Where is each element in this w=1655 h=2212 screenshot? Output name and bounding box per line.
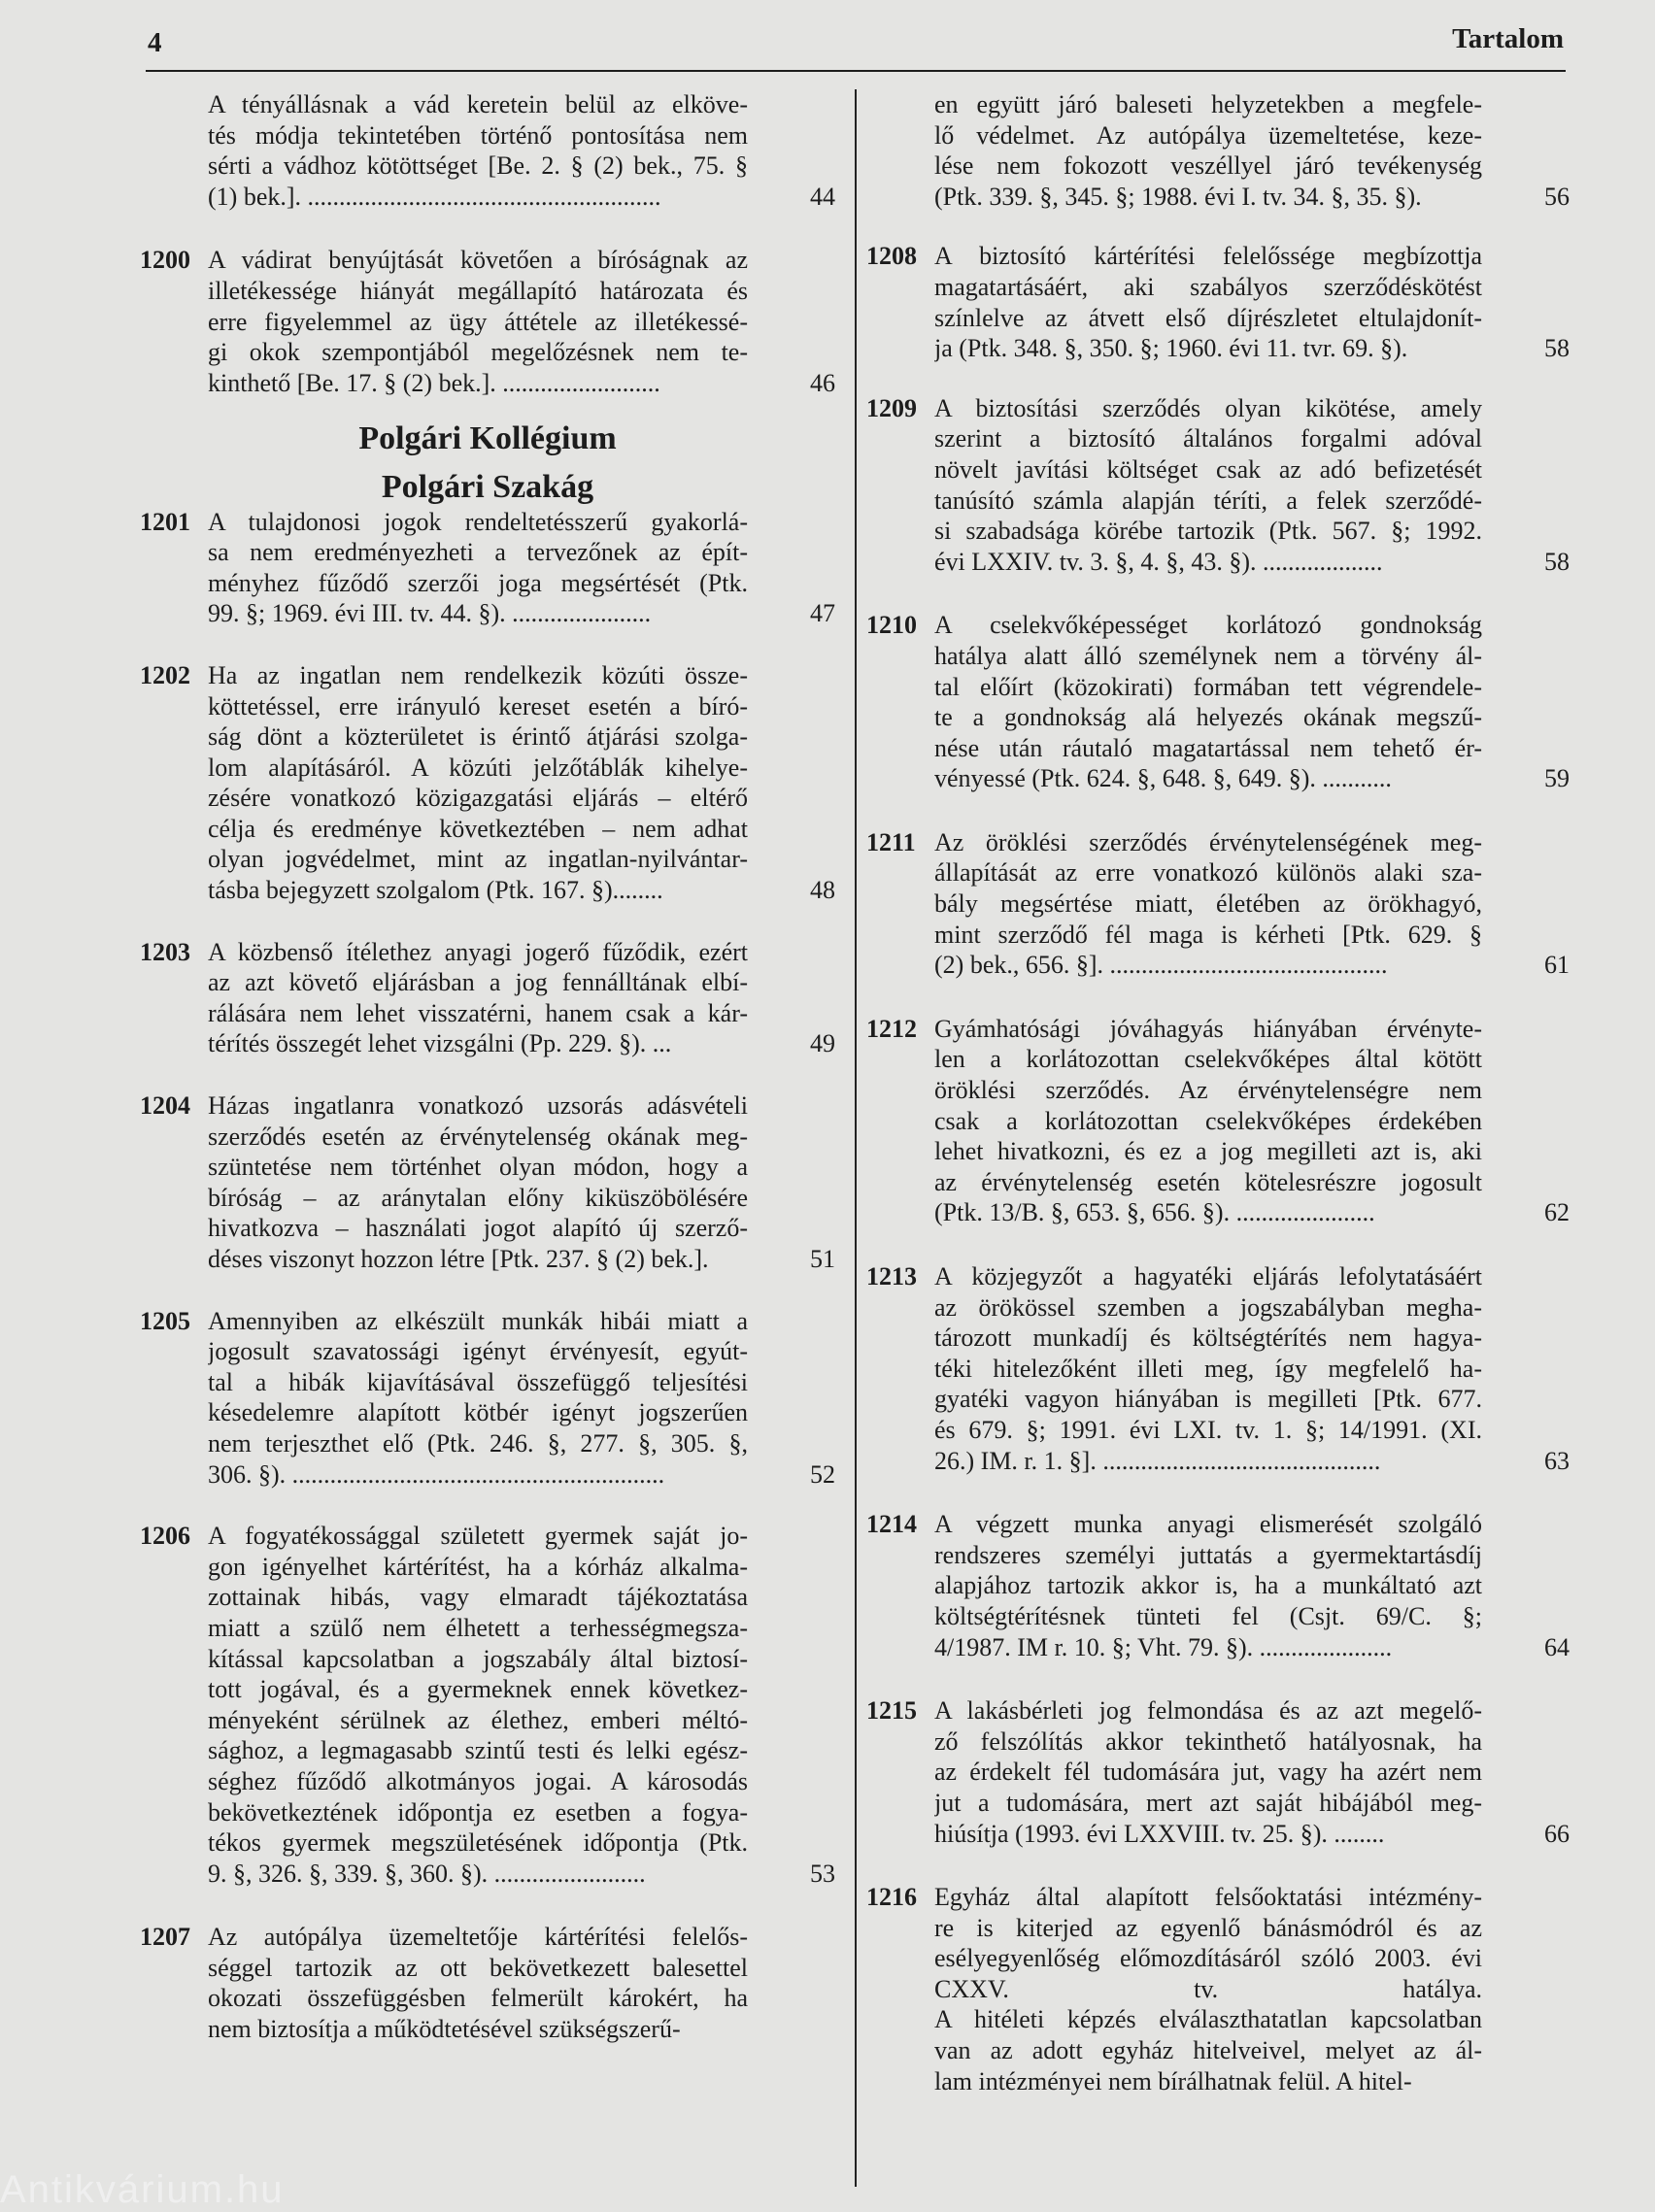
entry-line: Házas ingatlanra vonatkozó uzsorás adásvételi — [208, 1091, 748, 1121]
entry-line: en együtt járó baleseti helyzetekben a megfele- — [934, 90, 1482, 118]
entry-line: gon igényelhet kártérítést, ha a kórház alkalma- — [208, 1552, 748, 1581]
entry-text — [934, 1509, 1482, 1662]
entry-line: A végzett munka anyagi elismerését szolgáló — [934, 1510, 1482, 1539]
entry-number: 1202 — [140, 660, 190, 689]
entry-page-number: 66 — [1544, 1819, 1570, 1848]
entry-line: zottainak hibás, vagy elmaradt tájékoztatása — [208, 1583, 748, 1612]
entry-page-number: 53 — [810, 1859, 835, 1888]
entry-line: alapjához tartozik akkor is, ha a munkáltató azt — [934, 1571, 1482, 1600]
toc-entry — [866, 1695, 1570, 1849]
entry-line: (Ptk. 339. §, 345. §; 1988. évi I. tv. 34. §, 35. §). — [934, 182, 1422, 211]
toc-entry — [866, 89, 1570, 212]
entry-line: sághoz, a legmagasabb szintű testi és lelki egész- — [208, 1736, 748, 1765]
running-title: Tartalom — [1452, 23, 1564, 54]
entry-text — [934, 1261, 1482, 1476]
entry-number: 1205 — [140, 1306, 190, 1335]
entry-line: tanúsító számla alapján téríti, a felek szerződé- — [934, 486, 1482, 515]
entry-line: sérti a vádhoz kötöttséget [Be. 2. § (2) bek., 75. § — [208, 151, 748, 181]
entry-line: ményhez fűződő szerzői joga megsértését (Ptk. — [208, 568, 748, 597]
entry-text — [934, 1882, 1482, 2096]
entry-number: 1216 — [866, 1883, 917, 1912]
toc-entry — [866, 241, 1570, 363]
page-number: 4 — [148, 27, 162, 58]
entry-line: kítással kapcsolatban a jogszabály által biztosí- — [208, 1644, 748, 1673]
entry-line: téki hitelezőként illeti meg, így megfelelő ha- — [934, 1354, 1482, 1383]
entry-line: lam intézményei nem bírálhatnak felül. A hitel- — [934, 2066, 1412, 2095]
entry-line: esélyegyenlőség előmozdításáról szóló 2003. évi — [934, 1944, 1482, 1973]
entry-text — [208, 1090, 748, 1275]
entry-line: gi okok szempontjából megelőzésnek nem te- — [208, 338, 748, 367]
entry-page-number: 64 — [1544, 1632, 1570, 1661]
entry-line: tékos gyermek megszületésének időpontja (Ptk. — [208, 1828, 748, 1858]
toc-entry — [866, 1261, 1570, 1476]
toc-entry — [140, 507, 835, 629]
entry-line: tal a hibák kijavításával összefüggő teljesítési — [208, 1367, 748, 1396]
entry-line: jut a tudomására, mert azt saját hibájából meg- — [934, 1788, 1482, 1817]
entry-line: (1) bek.]. ........................................................ — [208, 182, 661, 211]
entry-line: bíróság – az aránytalan előny kiküszöbölésére — [208, 1183, 748, 1212]
toc-entry — [140, 1306, 835, 1491]
entry-text — [934, 241, 1482, 363]
entry-line: ság dönt a közterületet is érintő átjárási szolga- — [208, 722, 748, 752]
entry-line: lom alapításáról. A közúti jelzőtáblák kihelye- — [208, 753, 748, 782]
entry-page-number: 59 — [1544, 764, 1570, 793]
toc-entry — [866, 1882, 1570, 2096]
entry-text — [934, 1695, 1482, 1849]
entry-page-number: 46 — [810, 368, 835, 397]
entry-line: re is kiterjed az egyenlő bánásmódról és az — [934, 1913, 1482, 1942]
entry-number: 1208 — [866, 242, 917, 271]
entry-line: tal előírt (közokirati) formában tett végrendele- — [934, 672, 1482, 701]
header-rule — [146, 70, 1566, 72]
entry-line: és 679. §; 1991. évi LXI. tv. 1. §; 14/1991. (XI. — [934, 1415, 1482, 1444]
entry-line: A hitéleti képzés elválaszthatatlan kapcsolatban — [934, 2005, 1482, 2034]
entry-line: hiúsítja (1993. évi LXXVIII. tv. 25. §). ........ — [934, 1819, 1385, 1848]
entry-line: magatartásáért, aki szabályos szerződéskötést — [934, 272, 1482, 301]
entry-text — [208, 1922, 748, 2044]
entry-line: ző felszólítás akkor tekinthető hatályosnak, ha — [934, 1726, 1482, 1756]
entry-line: A tényállásnak a vád keretein belül az elköve- — [208, 90, 748, 118]
entry-line: A fogyatékossággal született gyermek saját jo- — [208, 1522, 748, 1551]
entry-line: olyan jogvédelmet, mint az ingatlan-nyilvántar- — [208, 845, 748, 874]
entry-line: célja és eredménye következtében – nem adhat — [208, 814, 748, 843]
entry-page-number: 44 — [810, 182, 835, 211]
entry-line: (Ptk. 13/B. §, 653. §, 656. §). ...................... — [934, 1198, 1375, 1227]
entry-line: hatálya alatt álló személynek nem a törvény ál- — [934, 641, 1482, 670]
entry-line: bály megsértése miatt, életében az örökhagyó, — [934, 889, 1482, 919]
entry-line: szerint a biztosító általános forgalmi adóval — [934, 424, 1482, 453]
entry-line: tásba bejegyzett szolgalom (Ptk. 167. §)........ — [208, 876, 663, 905]
entry-text — [934, 610, 1482, 794]
entry-text — [208, 1306, 748, 1491]
entry-line: erre figyelemmel az ügy áttétele az illetékessé- — [208, 307, 748, 336]
entry-line: növelt javítási költséget csak az adó befizetését — [934, 454, 1482, 484]
toc-entry — [140, 937, 835, 1059]
entry-page-number: 58 — [1544, 547, 1570, 576]
entry-line: miatt a szülő nem élhetett a terhességmegsza- — [208, 1613, 748, 1642]
entry-line: nem biztosítja a működtetésével szükségszerű- — [208, 2015, 681, 2044]
entry-line: évi LXXIV. tv. 3. §, 4. §, 43. §). ................... — [934, 547, 1383, 576]
toc-entry — [140, 89, 835, 212]
subsection-heading: Polgári Szakág — [381, 468, 594, 505]
entry-page-number: 47 — [810, 599, 835, 628]
toc-entry — [866, 1509, 1570, 1662]
entry-line: 26.) IM. r. 1. §]. ............................................ — [934, 1446, 1381, 1475]
entry-line: Ha az ingatlan nem rendelkezik közúti össze- — [208, 660, 748, 689]
entry-line: Gyámhatósági jóváhagyás hiányában érvényte- — [934, 1014, 1482, 1043]
entry-line: A tulajdonosi jogok rendeltetésszerű gyakorlá- — [208, 507, 748, 536]
entry-text — [934, 393, 1482, 578]
entry-line: 99. §; 1969. évi III. tv. 44. §). ...................... — [208, 599, 652, 628]
entry-text — [208, 245, 748, 398]
entry-line: az azt követő eljárásban a jog fennálltának elbí- — [208, 968, 748, 997]
entry-number: 1201 — [140, 507, 190, 536]
toc-entry — [140, 1922, 835, 2044]
entry-page-number: 62 — [1544, 1198, 1570, 1227]
entry-line: vényessé (Ptk. 624. §, 648. §, 649. §). ........... — [934, 764, 1392, 793]
entry-line: A közjegyzőt a hagyatéki eljárás lefolytatásáért — [934, 1262, 1482, 1290]
entry-line: rálására nem lehet visszatérni, hanem csak a kár- — [208, 998, 748, 1027]
toc-entry — [866, 1014, 1570, 1228]
entry-line: az érdekelt fél tudomására jut, vagy ha azért nem — [934, 1758, 1482, 1787]
entry-page-number: 49 — [810, 1029, 835, 1058]
entry-line: A közbenső ítélethez anyagi jogerő fűződik, ezért — [208, 937, 748, 966]
entry-number: 1200 — [140, 246, 190, 275]
entry-line: az érvénytelenség esetén kötelesrészre jogosult — [934, 1167, 1482, 1196]
toc-entry — [866, 610, 1570, 794]
entry-line: Az autópálya üzemeltetője kártérítési felelős- — [208, 1923, 748, 1952]
toc-entry — [866, 393, 1570, 578]
entry-line: szerződés esetén az érvénytelenség okának meg- — [208, 1122, 748, 1151]
entry-line: Amennyiben az elkészült munkák hibái miatt a — [208, 1306, 748, 1335]
toc-entry — [866, 827, 1570, 981]
entry-line: 4/1987. IM r. 10. §; Vht. 79. §). ..................... — [934, 1632, 1393, 1661]
entry-line: az örökössel szemben a jogszabályban megha- — [934, 1292, 1482, 1322]
entry-line: nése után ráutaló magatartással nem tehető ér- — [934, 733, 1482, 762]
watermark-text: Antikvárium.hu — [0, 2168, 285, 2211]
entry-line: A lakásbérleti jog felmondása és az azt megelő- — [934, 1696, 1482, 1726]
entry-number: 1211 — [866, 827, 916, 856]
entry-line: CXXV. tv. hatálya. — [934, 1974, 1482, 2003]
entry-line: nem terjeszthet elő (Ptk. 246. §, 277. §, 305. §, — [208, 1428, 748, 1458]
entry-page-number: 56 — [1544, 182, 1570, 211]
entry-line: zésére vonatkozó közigazgatási eljárás – eltérő — [208, 784, 748, 813]
section-heading: Polgári Kollégium — [358, 420, 617, 457]
entry-line: si szabadsága körébe tartozik (Ptk. 567. §; 1992. — [934, 517, 1482, 546]
entry-line: A biztosítási szerződés olyan kikötése, amely — [934, 393, 1482, 422]
entry-number: 1204 — [140, 1091, 190, 1121]
entry-line: 9. §, 326. §, 339. §, 360. §). ........................ — [208, 1859, 646, 1888]
entry-line: tott jogával, és a gyermeknek ennek következ- — [208, 1675, 748, 1704]
entry-line: déses viszonyt hozzon létre [Ptk. 237. § (2) bek.]. — [208, 1245, 709, 1273]
entry-line: (2) bek., 656. §]. ............................................ — [934, 951, 1388, 980]
entry-line: köttetéssel, erre irányuló kereset esetén a bíró- — [208, 691, 748, 721]
entry-line: séggel tartozik az ott bekövetkezett balesettel — [208, 1953, 748, 1982]
entry-number: 1213 — [866, 1262, 917, 1290]
entry-text — [934, 827, 1482, 981]
entry-line: lehet hivatkozni, és ez a jog megilleti azt is, aki — [934, 1137, 1482, 1166]
entry-line: öröklési szerződés. Az érvénytelenségre nem — [934, 1076, 1482, 1105]
entry-line: térítés összegét lehet vizsgálni (Pp. 229. §). ... — [208, 1029, 672, 1058]
entry-text — [934, 1014, 1482, 1228]
entry-line: költségtérítésnek tünteti fel (Csjt. 69/C. §; — [934, 1601, 1482, 1630]
entry-page-number: 61 — [1544, 951, 1570, 980]
entry-page-number: 48 — [810, 876, 835, 905]
entry-page-number: 52 — [810, 1459, 835, 1489]
entry-line: lése nem fokozott veszéllyel járó tevékenység — [934, 151, 1482, 181]
entry-line: hivatkozva – használati jogot alapító új szerző- — [208, 1214, 748, 1243]
entry-text — [208, 507, 748, 629]
entry-text — [208, 1521, 748, 1889]
entry-number: 1212 — [866, 1014, 917, 1043]
entry-page-number: 51 — [810, 1245, 835, 1273]
entry-line: kinthető [Be. 17. § (2) bek.]. ......................... — [208, 368, 660, 397]
entry-line: gyatéki vagyon hiányában is megilleti [Ptk. 677. — [934, 1385, 1482, 1414]
entry-line: bekövetkeztének időpontja ez esetben a fogya- — [208, 1797, 748, 1827]
entry-line: szüntetése nem történhet olyan módon, hogy a — [208, 1153, 748, 1182]
entry-line: mint szerződő fél maga is kérheti [Ptk. 629. § — [934, 920, 1482, 949]
entry-number: 1207 — [140, 1923, 190, 1952]
entry-text — [934, 89, 1482, 212]
toc-entry — [140, 1090, 835, 1275]
entry-line: ja (Ptk. 348. §, 350. §; 1960. évi 11. tvr. 69. §). — [934, 334, 1408, 363]
entry-line: A cselekvőképességet korlátozó gondnokság — [934, 611, 1482, 640]
entry-line: A vádirat benyújtását követően a bíróságnak az — [208, 246, 748, 275]
entry-number: 1203 — [140, 937, 190, 966]
entry-line: állapítását az erre vonatkozó különös alaki sza- — [934, 858, 1482, 888]
toc-entry — [140, 660, 835, 906]
entry-line: tározott munkadíj és költségtérítés nem hagya- — [934, 1324, 1482, 1353]
entry-line: csak a korlátozottan cselekvőképes érdekében — [934, 1106, 1482, 1135]
entry-number: 1210 — [866, 611, 917, 640]
entry-line: lő védelmet. Az autópálya üzemeltetése, keze- — [934, 120, 1482, 150]
entry-text — [208, 89, 748, 212]
column-divider — [855, 89, 857, 2187]
entry-line: Az öröklési szerződés érvénytelenségének meg- — [934, 827, 1482, 856]
entry-line: séghez fűződő alkotmányos jogai. A károsodás — [208, 1766, 748, 1795]
entry-line: sa nem eredményezheti a tervezőnek az épít- — [208, 538, 748, 567]
toc-entry — [140, 1521, 835, 1889]
left-column — [140, 89, 835, 2045]
entry-line: van az adott egyház hitelveivel, melyet az ál- — [934, 2036, 1482, 2065]
entry-line: késedelemre alapított kötbér igényt jogszerűen — [208, 1398, 748, 1427]
entry-line: színlelve az átvett első díjrészletet eltulajdonít- — [934, 303, 1482, 332]
entry-line: tés módja tekintetében történő pontosítása nem — [208, 120, 748, 150]
entry-number: 1214 — [866, 1510, 917, 1539]
entry-line: 306. §). ........................................................... — [208, 1459, 665, 1489]
entry-line: len a korlátozottan cselekvőképes által kötött — [934, 1045, 1482, 1074]
entry-number: 1215 — [866, 1696, 917, 1726]
toc-entry — [140, 245, 835, 398]
entry-line: te a gondnokság alá helyezés okának megszű- — [934, 703, 1482, 732]
entry-line: Egyház által alapított felsőoktatási intézmény- — [934, 1883, 1482, 1912]
entry-line: A biztosító kártérítési felelőssége megbízottja — [934, 242, 1482, 271]
entry-line: ményeként sérülnek az élethez, emberi méltó- — [208, 1705, 748, 1734]
entry-text — [208, 937, 748, 1059]
entry-page-number: 63 — [1544, 1446, 1570, 1475]
entry-line: rendszeres személyi juttatás a gyermektartásdíj — [934, 1540, 1482, 1569]
entry-line: illetékessége hiányát megállapító határozata és — [208, 276, 748, 305]
entry-number: 1209 — [866, 393, 917, 422]
entry-text — [208, 660, 748, 906]
entry-line: jogosult szavatossági igényt érvényesít, egyút- — [208, 1337, 748, 1366]
entry-line: okozati összefüggésben felmerült károkért, ha — [208, 1984, 748, 2013]
entry-number: 1206 — [140, 1522, 190, 1551]
right-column — [866, 89, 1570, 2096]
entry-page-number: 58 — [1544, 334, 1570, 363]
